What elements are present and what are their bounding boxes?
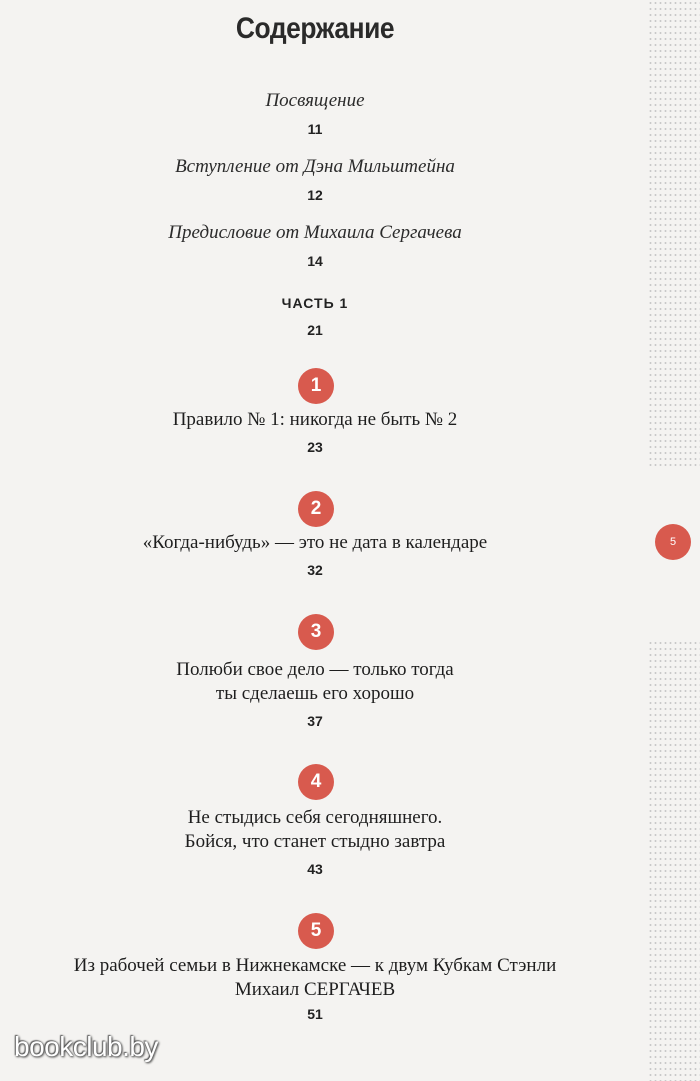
chapter-title-line-1[interactable]: Из рабочей семьи в Нижнекамске — к двум Кубкам Стэнли xyxy=(73,955,557,976)
toc-entry-dedication[interactable]: Посвящение xyxy=(265,90,365,111)
chapter-title[interactable]: Правило № 1: никогда не быть № 2 xyxy=(172,409,458,430)
page-title: Содержание xyxy=(235,12,395,45)
chapter-title-line-2[interactable]: Бойся, что станет стыдно завтра xyxy=(184,831,446,852)
chapter-title-line-1[interactable]: Полюби свое дело — только тогда xyxy=(176,659,454,680)
chapter-page: 23 xyxy=(307,439,323,455)
chapter-number-badge: 3 xyxy=(298,614,334,650)
toc-entry-page: 12 xyxy=(307,187,323,203)
watermark: bookclub.by xyxy=(14,1031,158,1062)
dot-pattern-bottom xyxy=(648,640,700,1081)
part-page: 21 xyxy=(307,322,323,338)
toc-entry-page: 11 xyxy=(307,121,323,137)
page-number-badge: 5 xyxy=(655,524,691,560)
chapter-page: 37 xyxy=(307,713,323,729)
chapter-page: 32 xyxy=(307,562,323,578)
dot-pattern-top xyxy=(648,0,700,470)
toc-entry-intro[interactable]: Вступление от Дэна Мильштейна xyxy=(175,156,455,177)
chapter-number-badge: 4 xyxy=(298,764,334,800)
chapter-title-line-1[interactable]: Не стыдись себя сегодняшнего. xyxy=(187,807,443,828)
chapter-number-badge: 1 xyxy=(298,368,334,404)
toc-entry-preface[interactable]: Предисловие от Михаила Сергачева xyxy=(168,222,462,243)
chapter-title[interactable]: «Когда-нибудь» — это не дата в календаре xyxy=(142,532,488,553)
chapter-page: 43 xyxy=(307,861,323,877)
chapter-number-badge: 5 xyxy=(298,913,334,949)
chapter-title-line-2[interactable]: Михаил СЕРГАЧЕВ xyxy=(234,979,396,1000)
part-heading[interactable]: ЧАСТЬ 1 xyxy=(281,295,349,311)
chapter-title-line-2[interactable]: ты сделаешь его хорошо xyxy=(215,683,415,704)
toc-entry-page: 14 xyxy=(307,253,323,269)
chapter-page: 51 xyxy=(307,1006,323,1022)
chapter-number-badge: 2 xyxy=(298,491,334,527)
